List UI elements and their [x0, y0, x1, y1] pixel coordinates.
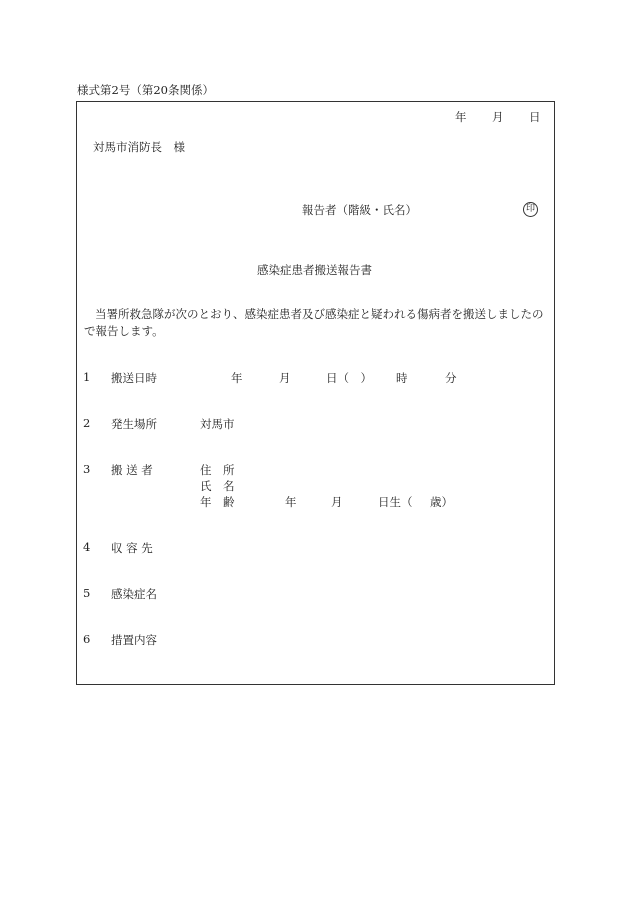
item-2-label: 発生場所: [111, 417, 157, 431]
item-3-number: 3: [83, 462, 91, 476]
item-2-value: 対馬市: [200, 417, 235, 431]
item-3-address-label: 住 所: [200, 463, 235, 477]
seal-mark: 印: [523, 202, 538, 217]
item-2-number: 2: [83, 416, 91, 430]
reporter-label: 報告者（階級・氏名）: [302, 203, 417, 217]
date-year-label: 年: [455, 110, 467, 124]
item-6-number: 6: [83, 632, 91, 646]
item-1-month: 月: [279, 371, 291, 385]
item-3-birth-year: 年: [285, 495, 297, 509]
date-month-label: 月: [492, 110, 504, 124]
item-3-age-label: 年 齢: [200, 495, 235, 509]
item-1-hour: 時: [396, 371, 408, 385]
body-line-2: で報告します。: [84, 324, 164, 338]
item-4-label: 収 容 先: [111, 541, 153, 555]
addressee: 対馬市消防長 様: [93, 140, 185, 154]
item-3-name-label: 氏 名: [200, 479, 235, 493]
form-number: 様式第2号（第20条関係）: [77, 83, 214, 97]
item-1-day: 日（ ）: [326, 371, 372, 385]
item-3-birth-day: 日生（: [378, 495, 413, 509]
item-3-age-suffix: 歳）: [430, 495, 453, 509]
item-6-label: 措置内容: [111, 633, 157, 647]
item-4-number: 4: [83, 540, 91, 554]
body-paragraph: [84, 306, 549, 340]
item-1-minute: 分: [445, 371, 457, 385]
item-5-number: 5: [83, 586, 91, 600]
date-day-label: 日: [529, 110, 541, 124]
item-5-label: 感染症名: [111, 587, 157, 601]
item-1-year: 年: [231, 371, 243, 385]
body-line-1: 当署所救急隊が次のとおり、感染症患者及び感染症と疑われる傷病者を搬送しましたの: [95, 307, 544, 321]
item-1-label: 搬送日時: [111, 371, 157, 385]
document-title: 感染症患者搬送報告書: [257, 263, 372, 277]
item-3-label: 搬 送 者: [111, 463, 153, 477]
item-1-number: 1: [83, 370, 91, 384]
item-3-birth-month: 月: [331, 495, 343, 509]
